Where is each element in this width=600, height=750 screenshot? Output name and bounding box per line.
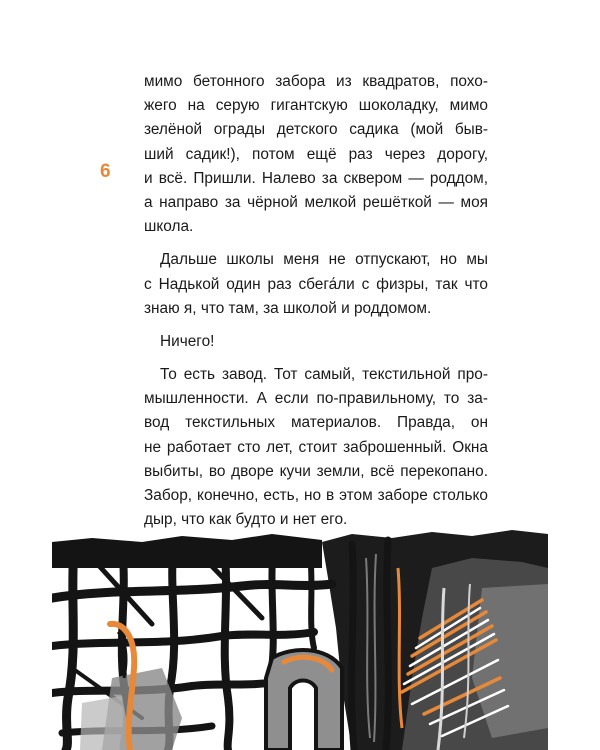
fence-grid-illustration bbox=[52, 528, 548, 750]
text-line: Дальше школы меня не отпускают, но мы bbox=[160, 251, 488, 269]
text-line: и всё. Пришли. Налево за сквером — роддом, bbox=[144, 169, 488, 187]
text-line: мышленности. А если по-правильному, то за- bbox=[144, 390, 488, 408]
paragraph bbox=[144, 248, 488, 321]
paragraph bbox=[144, 330, 488, 354]
text-line: Ничего! bbox=[160, 332, 215, 350]
text-line: не работает сто лет, стоит заброшенный. Окна bbox=[144, 438, 488, 456]
text-line: зелёной ограды детского садика (мой быв- bbox=[144, 121, 488, 139]
text-line: Забор, конечно, есть, но в этом заборе столько bbox=[144, 487, 488, 504]
text-line: с Надькой один раз сбега́ли с физры, так что bbox=[144, 275, 488, 293]
text-line: вод текстильных материалов. Правда, он bbox=[144, 414, 488, 432]
text-line: выбиты, во дворе кучи земли, всё перекопано. bbox=[144, 462, 488, 480]
text-line: То есть завод. Тот самый, текстильной про- bbox=[160, 366, 488, 384]
paragraph bbox=[144, 70, 488, 239]
text-line: знаю я, что там, за школой и роддомом. bbox=[144, 299, 432, 317]
page-number: 6 bbox=[100, 161, 111, 182]
text-line: мимо бетонного забора из квадратов, похо- bbox=[144, 73, 488, 90]
text-line: а направо за чёрной мелкой решёткой — моя bbox=[144, 193, 488, 211]
text-line: жего на серую гигантскую шоколадку, мимо bbox=[144, 97, 488, 115]
body-text bbox=[144, 70, 488, 532]
text-line: дыр, что как будто и нет его. bbox=[144, 511, 348, 529]
text-line: ший садик!), потом ещё раз через дорогу, bbox=[144, 145, 488, 163]
text-line: школа. bbox=[144, 218, 194, 236]
paragraph bbox=[144, 363, 488, 532]
